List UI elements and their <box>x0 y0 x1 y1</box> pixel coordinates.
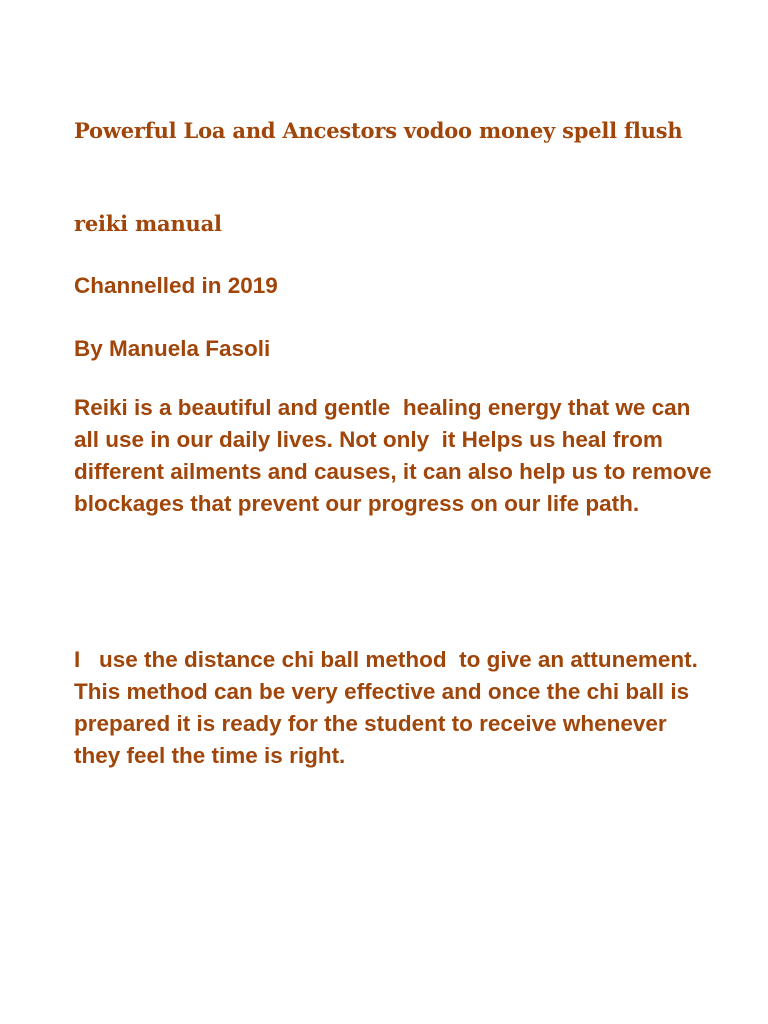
channelled-date: Channelled in 2019 <box>74 273 278 298</box>
author-line: By Manuela Fasoli <box>74 336 271 361</box>
body-paragraph: Reiki is a beautiful and gentle healing energy that we can all use in our daily lives. Not only it Helps us heal from different ailments and causes, it can also help us to remove blockages that prevent our progress on our life path. <box>74 395 718 516</box>
document-subtitle: reiki manual <box>74 211 222 236</box>
body-paragraph: I use the distance chi ball method to give an attunement. This method can be very effective and once the chi ball is prepared it is ready for the student to receive whenever they feel the time is right. <box>74 647 705 768</box>
document-title: Powerful Loa and Ancestors vodoo money spell flush <box>74 118 683 143</box>
